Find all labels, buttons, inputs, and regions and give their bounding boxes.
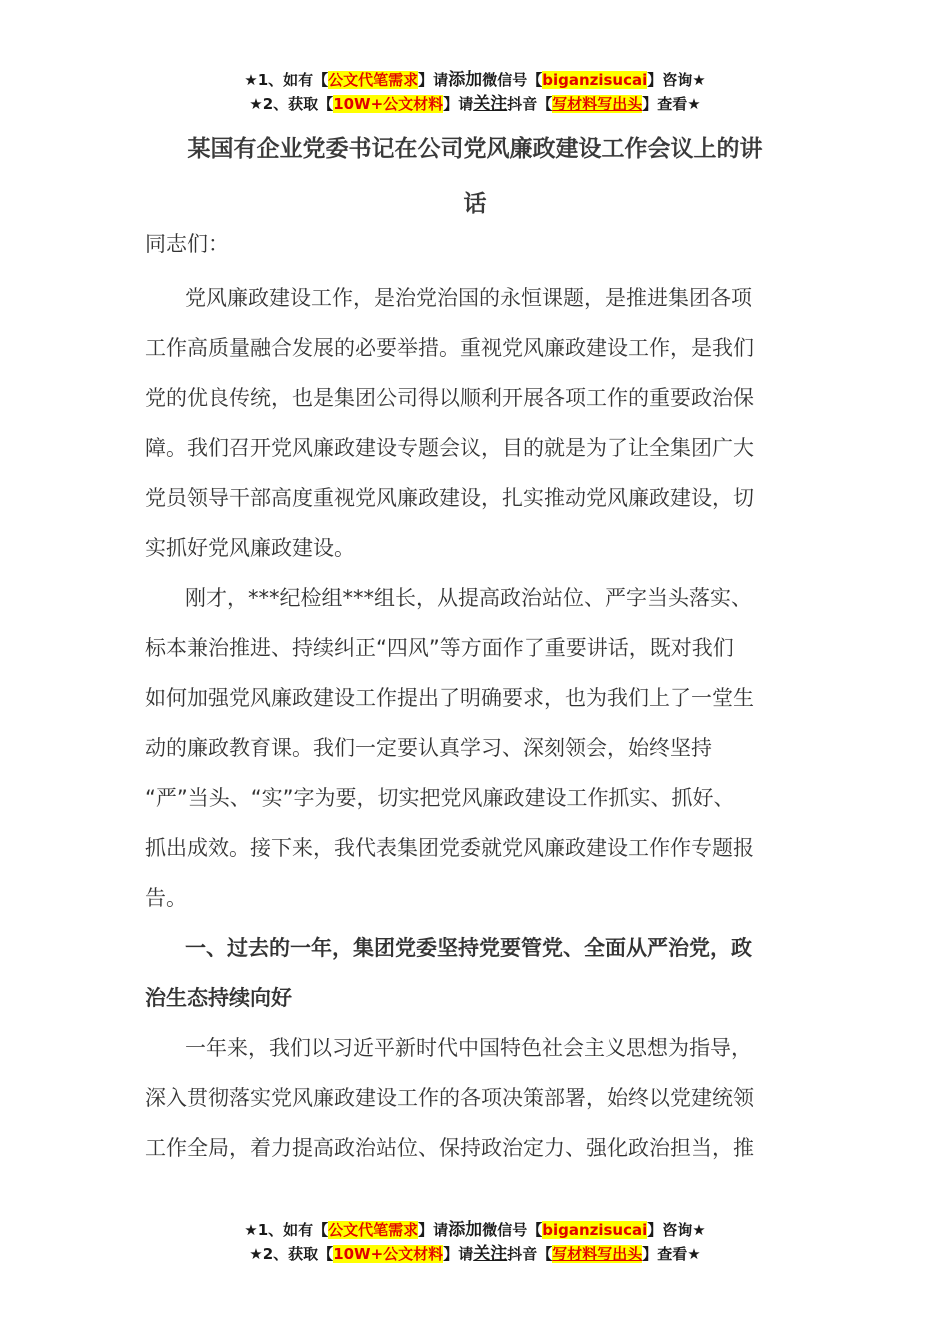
promo-text: 】请 <box>418 71 449 89</box>
promo-text: 】请 <box>418 1221 449 1239</box>
text-line: 刚才，***纪检组***组长，从提高政治站位、严字当头落实、 <box>185 586 752 610</box>
paragraph-2 <box>145 573 810 923</box>
promo-text: 】查看★ <box>642 95 701 113</box>
promo-line-1 <box>0 68 950 92</box>
text-line: 标本兼治推进、持续纠正“四风”等方面作了重要讲话，既对我们 <box>145 636 734 660</box>
promo-text: 】查看★ <box>642 1245 701 1263</box>
promo-text: 】咨询★ <box>647 71 706 89</box>
title-line-1: 某国有企业党委书记在公司党风廉政建设工作会议上的讲 <box>187 136 763 162</box>
promo-highlight: 10W+公文材料 <box>333 1245 444 1263</box>
text-line: 深入贯彻落实党风廉政建设工作的各项决策部署，始终以党建统领 <box>145 1086 754 1110</box>
promo-text: 抖音【 <box>507 1245 553 1263</box>
promo-text: ★2、获取【 <box>249 1245 334 1263</box>
text-line: 党风廉政建设工作，是治党治国的永恒课题，是推进集团各项 <box>185 286 752 310</box>
text-line: 告。 <box>145 886 187 910</box>
promo-highlight: 公文代笔需求 <box>328 71 419 89</box>
document-title <box>145 122 805 232</box>
promo-line-1 <box>0 1218 950 1242</box>
text-line: 抓出成效。接下来，我代表集团党委就党风廉政建设工作作专题报 <box>145 836 754 860</box>
promo-douyin-id: 写材料写出头 <box>552 1245 643 1263</box>
text-line: 工作全局，着力提高政治站位、保持政治定力、强化政治担当，推 <box>145 1136 754 1160</box>
section-heading-1 <box>145 923 810 1023</box>
promo-text: ★1、如有【 <box>244 1221 329 1239</box>
promo-emphasis: 添加 <box>448 1220 483 1240</box>
text-line: 障。我们召开党风廉政建设专题会议，目的就是为了让全集团广大 <box>145 436 754 460</box>
text-line: 动的廉政教育课。我们一定要认真学习、深刻领会，始终坚持 <box>145 736 712 760</box>
promo-emphasis: 关注 <box>473 94 508 114</box>
text-line: 党员领导干部高度重视党风廉政建设，扎实推动党风廉政建设，切 <box>145 486 754 510</box>
heading-line: 治生态持续向好 <box>145 986 292 1010</box>
promo-line-2 <box>0 1242 950 1266</box>
promo-text: 微信号【 <box>482 71 543 89</box>
promo-line-2 <box>0 92 950 116</box>
text-line: “严”当头、“实”字为要，切实把党风廉政建设工作抓实、抓好、 <box>145 786 735 810</box>
promo-text: ★2、获取【 <box>249 95 334 113</box>
promo-text: ★1、如有【 <box>244 71 329 89</box>
title-line-2: 话 <box>463 191 487 217</box>
text-line: 实抓好党风廉政建设。 <box>145 536 355 560</box>
heading-line: 一、过去的一年，集团党委坚持党要管党、全面从严治党，政 <box>185 936 752 960</box>
promo-douyin-id: 写材料写出头 <box>552 95 643 113</box>
promo-wechat-id: biganzisucai <box>542 1221 648 1239</box>
promo-banner-bottom <box>0 1218 950 1266</box>
paragraph-1 <box>145 273 810 573</box>
promo-banner-top <box>0 68 950 116</box>
promo-text: 】咨询★ <box>647 1221 706 1239</box>
promo-emphasis: 添加 <box>448 70 483 90</box>
promo-highlight: 公文代笔需求 <box>328 1221 419 1239</box>
text-line: 党的优良传统，也是集团公司得以顺利开展各项工作的重要政治保 <box>145 386 754 410</box>
paragraph-3 <box>145 1023 810 1173</box>
text-line: 如何加强党风廉政建设工作提出了明确要求，也为我们上了一堂生 <box>145 686 754 710</box>
promo-wechat-id: biganzisucai <box>542 71 648 89</box>
promo-text: 微信号【 <box>482 1221 543 1239</box>
promo-text: 抖音【 <box>507 95 553 113</box>
text-line: 工作高质量融合发展的必要举措。重视党风廉政建设工作，是我们 <box>145 336 754 360</box>
promo-text: 】请 <box>443 95 474 113</box>
promo-highlight: 10W+公文材料 <box>333 95 444 113</box>
promo-emphasis: 关注 <box>473 1244 508 1264</box>
promo-text: 】请 <box>443 1245 474 1263</box>
text-line: 一年来，我们以习近平新时代中国特色社会主义思想为指导， <box>185 1036 752 1060</box>
greeting: 同志们： <box>145 232 229 256</box>
